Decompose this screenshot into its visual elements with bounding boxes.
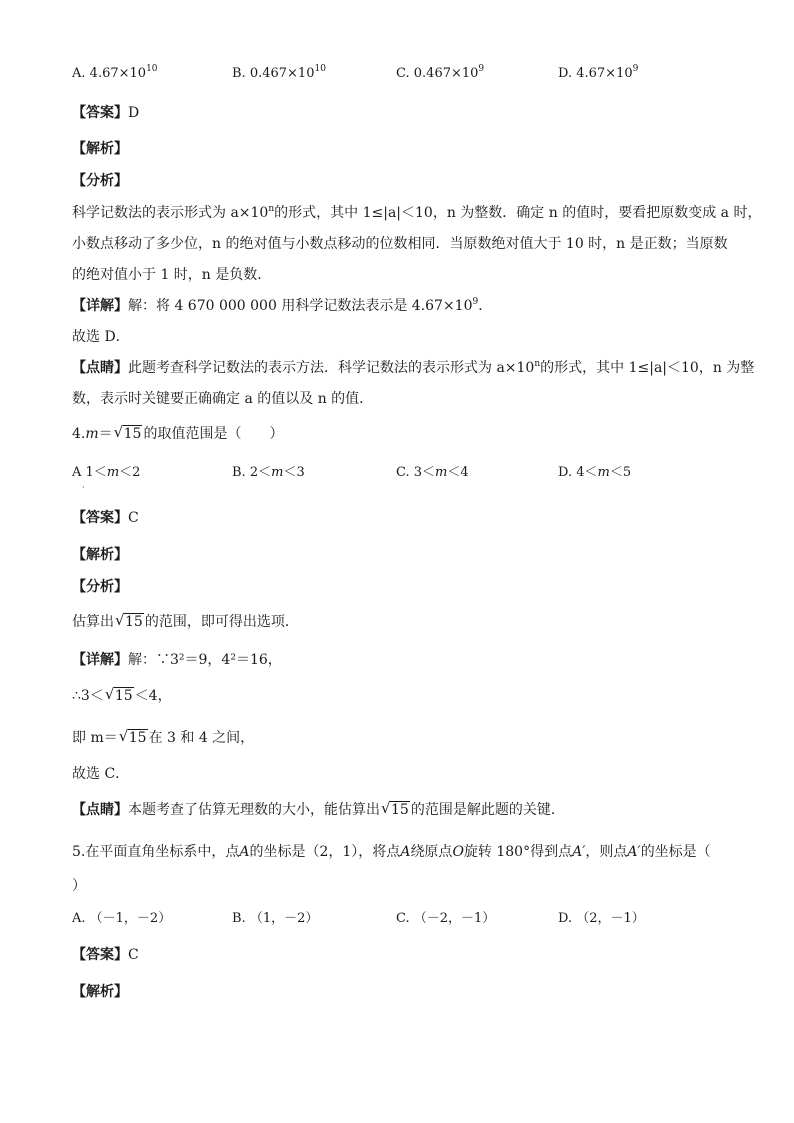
sqrt-15: √ 15: [118, 727, 147, 746]
q3-option-c: C. $0.467\times 10^9$: [396, 64, 485, 81]
sqrt-15: √ 15: [104, 685, 133, 704]
q4-option-c: C. 3＜m＜4: [396, 465, 469, 480]
q3-options: [72, 64, 732, 84]
q4-analysis-heading: 【解析】: [72, 547, 128, 563]
q5-stem-line-1: 5.在平面直角坐标系中，点A的坐标是（2，1），将点A绕原点O旋转 180°得到点A′，则点A′的坐标是（: [72, 844, 711, 860]
q4-option-d: D. 4＜m＜5: [558, 465, 632, 480]
q4-stem: 4.m＝ √ 15 的取值范围是（ ）: [72, 423, 284, 442]
q3-dianjing-line-1: 【点睛】此题考查科学记数法的表示方法．科学记数法的表示形式为 $a\times 10^n$的形式，其中 1≤|a|＜10，n 为整: [72, 359, 755, 376]
q5-option-a: A. （－1，－2）: [72, 911, 172, 926]
q3-fenxi-line-3: 的绝对值小于 1 时，n 是负数．: [72, 267, 272, 283]
q4-fenxi-heading: 【分析】: [72, 579, 128, 595]
q3-choose: 故选 D．: [72, 329, 130, 345]
q5-option-d: D. （2，－1）: [558, 911, 645, 926]
q5-stem-line-2: ）: [72, 878, 86, 894]
q3-fenxi-line-1: 科学记数法的表示形式为 $a\times 10^n$的形式，其中 1≤|a|＜10，n 为整数．确定 n 的值时，要看把原数变成 a 时，: [72, 204, 762, 221]
q4-dianjing: 【点睛】本题考查了估算无理数的大小，能估算出 √ 15 的范围是解此题的关键．: [72, 799, 565, 818]
q4-fenxi-text: 估算出 √ 15 的范围，即可得出选项．: [72, 611, 299, 630]
q3-dianjing-line-2: 数，表示时关键要正确确定 a 的值以及 n 的值．: [72, 391, 374, 407]
q3-fenxi-line-2: 小数点移动了多少位，n 的绝对值与小数点移动的位数相同．当原数绝对值大于 10 时，n 是正数；当原数: [72, 236, 728, 252]
q4-detail: 【详解】解：∵3²＝9，4²＝16，: [72, 652, 282, 668]
q3-detail: 【详解】解：将 4 670 000 000 用科学记数法表示是 $4.67\times 10^9$．: [72, 297, 493, 314]
q4-choose: 故选 C．: [72, 766, 130, 782]
q3-option-a: A. $4.67\times 10^{10}$: [72, 64, 158, 81]
q3-analysis-heading: 【解析】: [72, 141, 128, 157]
sqrt-15: √ 15: [113, 423, 142, 442]
q3-fenxi-heading: 【分析】: [72, 173, 128, 189]
q5-answer: 【答案】C: [72, 947, 139, 963]
q5-analysis-heading: 【解析】: [72, 984, 128, 1000]
q4-between: 即 m＝ √ 15 在 3 和 4 之间，: [72, 727, 255, 746]
q5-option-b: B. （1，－2）: [232, 911, 319, 926]
sqrt-15: √ 15: [115, 611, 143, 630]
sqrt-15: √ 15: [381, 799, 409, 818]
q5-options: [72, 909, 732, 929]
q4-options: [72, 463, 732, 483]
q5-option-c: C. （－2，－1）: [396, 911, 496, 926]
stray-dot: ·: [82, 483, 85, 492]
q4-option-b: B. 2＜m＜3: [232, 465, 305, 480]
q3-option-b: B. $0.467\times 10^{10}$: [232, 64, 326, 81]
q4-inequality: ∴3＜ √ 15 ＜4，: [72, 685, 172, 704]
q3-answer: 【答案】D: [72, 105, 140, 121]
q3-option-d: D. $4.67\times 10^9$: [558, 64, 639, 81]
q4-option-a: A 1＜m＜2: [72, 465, 141, 480]
q4-answer: 【答案】C: [72, 510, 139, 526]
